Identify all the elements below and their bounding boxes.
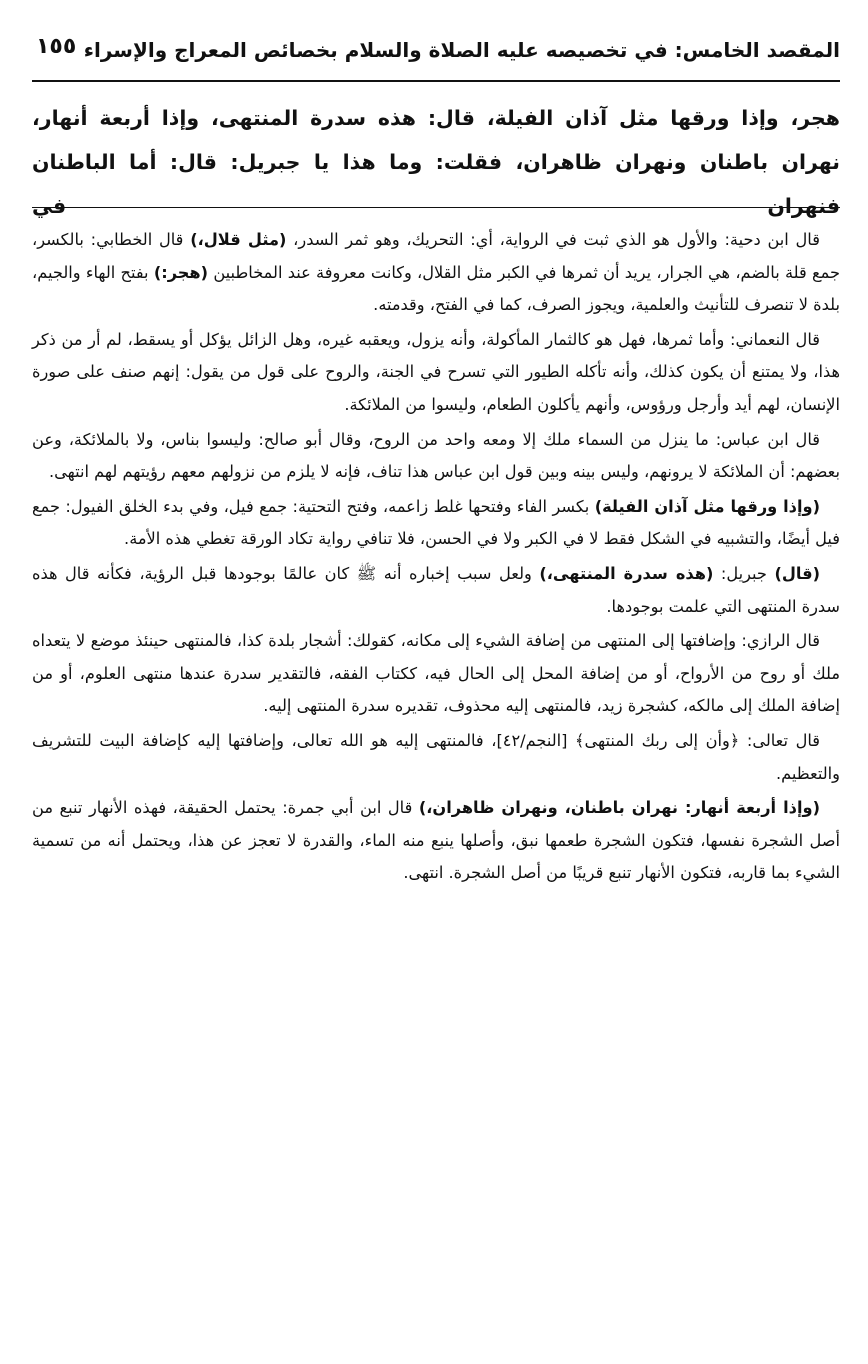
quoted-text: (هجر:) <box>153 262 209 282</box>
main-text-block <box>32 96 840 228</box>
page-header <box>32 30 840 82</box>
commentary-text: قال ابن عباس: ما ينزل من السماء ملك إلا ومعه واحد من الروح، وقال أبو صالح: وليسوا بناس، ولا بالملائكة، وعن بعضهم: أن الملائكة لا يرونهم، وليس بينه وبين قول ابن عباس هذا تناف، فإنه لا يلزم من نزولهم معهم رؤيتهم لهم انتهى. <box>32 429 840 482</box>
commentary-paragraph <box>32 491 840 556</box>
running-title: المقصد الخامس: في تخصيصه عليه الصلاة والسلام بخصائص المعراج والإسراء <box>83 38 840 62</box>
quoted-text: (وإذا ورقها مثل آذان الفيلة) <box>594 496 820 516</box>
commentary-block <box>32 224 840 892</box>
commentary-paragraph <box>32 792 840 890</box>
commentary-paragraph <box>32 725 840 790</box>
commentary-text: بفتح الهاء والجيم، بلدة لا تنصرف للتأنيث والعلمية، ويجوز الصرف، كما في الفتح، وقدمته. <box>32 262 840 315</box>
commentary-paragraph <box>32 625 840 723</box>
commentary-paragraph <box>32 324 840 422</box>
commentary-paragraph <box>32 558 840 623</box>
quoted-text: (وإذا أربعة أنهار: نهران باطنان، ونهران ظاهران،) <box>418 798 820 818</box>
commentary-text: قال ابن دحية: والأول هو الذي ثبت في الرواية، أي: التحريك، وهو ثمر السدر، <box>286 230 820 249</box>
commentary-text: قال النعماني: وأما ثمرها، فهل هو كالثمار المأكولة، وأنه يزول، ويعقبه غيره، وهل الزائل يؤكل أو يسقط، لم أر من ذكر هذا، ولا يمتنع أن يكون كذلك، وأنه تأكله الطيور التي تسرح في الجنة، والروح على قول من يقول: إنهم صنف على صورة الإنسان، لهم أيد وأرجل ورؤوس، وأنهم يأكلون الطعام، وليسوا من الملائكة. <box>32 329 840 414</box>
quoted-text: (هذه سدرة المنتهى،) <box>539 563 714 583</box>
commentary-text: قال تعالى: ﴿وأن إلى ربك المنتهى﴾ [النجم/٤٢]، فالمنتهى إليه هو الله تعالى، وإضافتها إليه كإضافة البيت للتشريف والتعظيم. <box>32 730 840 783</box>
commentary-text: قال الرازي: وإضافتها إلى المنتهى من إضافة الشيء إلى مكانه، كقولك: أشجار بلدة كذا، فالمنتهى حينئذ موضع لا يتعداه ملك أو روح من الأرواح، أو من إضافة المحل إلى الحال فيه، ككتاب الفقه، فالتقدير سدرة عندها منتهى العلوم، أو من إضافة الملك إلى مالكه، كشجرة زيد، فالمنتهى إليه محذوف، تقديره سدرة المنتهى إليه. <box>32 631 840 716</box>
separator-rule <box>32 207 840 208</box>
commentary-text: جبريل: <box>713 563 775 583</box>
page-number: ١٥٥ <box>36 34 77 59</box>
main-text-paragraph: هجر، وإذا ورقها مثل آذان الفيلة، قال: هذه سدرة المنتهى، وإذا أربعة أنهار، نهران باطنان ونهران ظاهران، فقلت: وما هذا يا جبريل: قال: أما الباطنان فنهران في <box>32 106 840 218</box>
commentary-text: قال ابن أبي جمرة: يحتمل الحقيقة، فهذه الأنهار تنبع من أصل الشجرة نفسها، فتكون الشجرة طعمها نبق، وأصلها ينبع منه الماء، والقدرة لا تعجز عن هذا، ويحتمل أنه من تسمية الشيء بما قاربه، فتكون الأنهار تنبع قريبًا من أصل الشجرة. انتهى. <box>32 798 840 883</box>
commentary-text: قال الخطابي: بالكسر، جمع قلة بالضم، هي الجرار، يريد أن ثمرها في الكبر مثل القلال، وكانت معروفة عند المخاطبين <box>32 230 840 282</box>
quoted-text: (مثل قلال،) <box>190 230 287 249</box>
commentary-paragraph <box>32 424 840 489</box>
quoted-text: (قال) <box>774 563 820 583</box>
commentary-text: بكسر الفاء وفتحها غلط زاعمه، وفتح التحتية: جمع فيل، وفي بدء الخلق الفيول: جمع فيل أيضًا، والتشبيه في الشكل فقط لا في الكبر ولا في الحسن، فلا تنافي رواية تكاد الورقة تغطي هذه الأمة. <box>32 496 840 549</box>
commentary-paragraph <box>32 224 840 322</box>
commentary-text: ولعل سبب إخباره أنه ﷺ كان عالمًا بوجودها قبل الرؤية، فكأنه قال هذه سدرة المنتهى التي علمت بوجودها. <box>32 563 840 616</box>
